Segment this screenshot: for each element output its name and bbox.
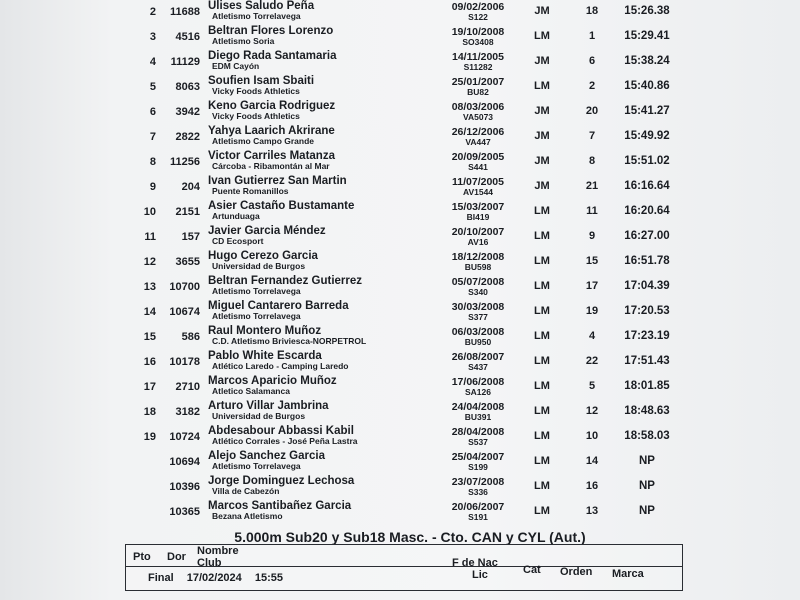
athlete-name: Marcos Santibañez Garcia — [208, 500, 352, 512]
birth-date: 08/03/2006 — [451, 101, 505, 113]
category-cell: JM — [534, 105, 550, 117]
dorsal-cell: 3655 — [175, 256, 200, 268]
table-row — [0, 221, 800, 246]
position-cell: 11 — [144, 231, 156, 243]
license-code: AV16 — [467, 237, 489, 247]
order-cell: 20 — [585, 105, 599, 117]
birth-date: 11/07/2005 — [452, 176, 504, 188]
final-info — [148, 572, 293, 584]
license-code: S199 — [468, 462, 488, 472]
athlete-name: Marcos Aparicio Muñoz — [208, 375, 337, 387]
club-name: Atletico Salamanca — [212, 386, 290, 396]
license-code: S437 — [468, 362, 488, 372]
license-code: S11282 — [463, 62, 493, 72]
table-row — [0, 96, 800, 121]
position-cell: 13 — [143, 281, 156, 293]
license-code: VA447 — [465, 137, 491, 147]
birth-date: 17/06/2008 — [451, 376, 505, 388]
order-cell: 1 — [588, 30, 596, 42]
table-row — [0, 496, 800, 521]
order-cell: 5 — [588, 380, 596, 392]
club-name: Atletismo Campo Grande — [212, 136, 315, 146]
order-cell: 14 — [585, 455, 599, 467]
athlete-name: Miguel Cantarero Barreda — [208, 300, 349, 312]
dorsal-cell: 586 — [181, 331, 200, 343]
final-label: Final — [148, 572, 174, 584]
order-cell: 22 — [585, 355, 599, 367]
position-cell: 12 — [143, 256, 156, 268]
table-row — [0, 21, 800, 46]
mark-cell: 16:20.64 — [624, 205, 670, 217]
birth-date: 24/04/2008 — [451, 401, 505, 413]
table-row — [0, 171, 800, 196]
dorsal-cell: 2151 — [175, 206, 200, 218]
category-cell: LM — [534, 255, 550, 267]
dorsal-cell: 10396 — [169, 481, 200, 493]
header-cat: Cat — [523, 564, 541, 576]
birth-date: 15/03/2007 — [451, 201, 505, 213]
license-code: SO3408 — [462, 37, 494, 47]
position-cell: 19 — [143, 431, 156, 443]
position-cell: 17 — [143, 381, 156, 393]
position-cell: 14 — [143, 306, 156, 318]
category-cell: LM — [534, 455, 550, 467]
category-cell: JM — [534, 180, 550, 192]
mark-cell: 15:51.02 — [624, 155, 670, 167]
athlete-name: Raul Montero Muñoz — [208, 325, 322, 337]
mark-cell: 15:38.24 — [624, 55, 670, 67]
license-code: BI419 — [466, 212, 490, 222]
birth-date: 25/04/2007 — [451, 451, 505, 463]
category-cell: JM — [534, 55, 550, 67]
birth-date: 14/11/2005 — [452, 51, 504, 63]
dorsal-cell: 10178 — [169, 356, 200, 368]
table-row — [0, 371, 800, 396]
club-name: CD Ecosport — [212, 236, 264, 246]
order-cell: 11 — [586, 205, 598, 217]
order-cell: 15 — [585, 255, 599, 267]
final-time: 15:55 — [254, 572, 283, 584]
position-cell: 9 — [149, 181, 156, 193]
table-row — [0, 446, 800, 471]
category-cell: LM — [534, 405, 550, 417]
category-cell: LM — [534, 80, 550, 92]
category-cell: LM — [534, 430, 550, 442]
birth-date: 20/06/2007 — [451, 501, 505, 513]
athlete-name: Ivan Gutierrez San Martin — [208, 175, 347, 187]
birth-date: 28/04/2008 — [451, 426, 505, 438]
club-name: Universidad de Burgos — [212, 411, 306, 421]
category-cell: LM — [534, 205, 550, 217]
dorsal-cell: 8063 — [175, 81, 200, 93]
club-name: Vicky Foods Athletics — [212, 111, 300, 121]
club-name: EDM Cayón — [212, 61, 260, 71]
club-name: Atletismo Torrelavega — [212, 311, 301, 321]
birth-date: 05/07/2008 — [451, 276, 505, 288]
license-code: AV1544 — [462, 187, 494, 197]
athlete-name: Javier Garcia Méndez — [208, 225, 326, 237]
position-cell: 6 — [149, 106, 156, 118]
license-code: S537 — [468, 437, 488, 447]
table-row — [0, 71, 800, 96]
position-cell: 18 — [143, 406, 156, 418]
license-code: S340 — [468, 287, 488, 297]
dorsal-cell: 10674 — [169, 306, 200, 318]
final-date: 17/02/2024 — [186, 572, 242, 584]
birth-date: 30/03/2008 — [451, 301, 505, 313]
table-row — [0, 346, 800, 371]
category-cell: JM — [534, 130, 550, 142]
club-name: Atletismo Soria — [212, 36, 275, 46]
birth-date: 26/08/2007 — [451, 351, 505, 363]
dorsal-cell: 2710 — [175, 381, 200, 393]
license-code: S336 — [468, 487, 488, 497]
mark-cell: 15:49.92 — [624, 130, 670, 142]
dorsal-cell: 204 — [181, 181, 200, 193]
club-name: Atletismo Torrelavega — [212, 286, 301, 296]
table-row — [0, 0, 800, 21]
table-row — [0, 396, 800, 421]
athlete-name: Diego Rada Santamaria — [208, 50, 337, 62]
mark-cell: 15:29.41 — [624, 30, 670, 42]
mark-cell: 17:51.43 — [624, 355, 670, 367]
birth-date: 19/10/2008 — [451, 26, 505, 38]
club-name: Vicky Foods Athletics — [212, 86, 300, 96]
dorsal-cell: 10694 — [169, 456, 200, 468]
club-name: Bezana Atletismo — [212, 511, 283, 521]
position-cell: 15 — [143, 331, 156, 343]
position-cell: 5 — [149, 81, 156, 93]
athlete-name: Ulises Saludo Peña — [208, 0, 315, 12]
category-cell: JM — [534, 155, 550, 167]
license-code: BU598 — [464, 262, 492, 272]
birth-date: 26/12/2006 — [451, 126, 505, 138]
category-cell: LM — [534, 280, 550, 292]
table-row — [0, 471, 800, 496]
license-code: VA5073 — [462, 112, 494, 122]
header-nombre: Nombre — [197, 545, 239, 557]
table-row — [0, 146, 800, 171]
order-cell: 17 — [585, 280, 599, 292]
table-row — [0, 421, 800, 446]
order-cell: 19 — [585, 305, 599, 317]
club-name: C.D. Atletismo Briviesca-NORPETROL — [212, 336, 367, 346]
category-cell: LM — [534, 330, 550, 342]
mark-cell: 17:23.19 — [624, 330, 670, 342]
birth-date: 20/09/2005 — [451, 151, 505, 163]
header-orden: Orden — [560, 566, 593, 578]
dorsal-cell: 3942 — [175, 106, 200, 118]
club-name: Atlético Corrales - José Peña Lastra — [212, 436, 358, 446]
mark-cell: 15:40.86 — [624, 80, 670, 92]
table-row — [0, 271, 800, 296]
athlete-name: Jorge Dominguez Lechosa — [208, 475, 355, 487]
dorsal-cell: 11129 — [170, 56, 200, 68]
club-name: Atlético Laredo - Camping Laredo — [212, 361, 349, 371]
birth-date: 09/02/2006 — [451, 1, 505, 13]
table-row — [0, 246, 800, 271]
mark-cell: 16:27.00 — [624, 230, 670, 242]
table-row — [0, 321, 800, 346]
mark-cell: 18:48.63 — [624, 405, 670, 417]
club-name: Atletismo Torrelavega — [212, 461, 301, 471]
header-fnac: F de Nac — [452, 557, 498, 569]
mark-cell: NP — [639, 455, 655, 467]
table-row — [0, 196, 800, 221]
order-cell: 13 — [585, 505, 599, 517]
dorsal-cell: 10724 — [169, 431, 200, 443]
athlete-name: Keno Garcia Rodriguez — [208, 100, 336, 112]
athlete-name: Asier Castaño Bustamante — [208, 200, 355, 212]
birth-date: 23/07/2008 — [451, 476, 505, 488]
header-lic: Lic — [472, 569, 488, 581]
section-title: 5.000m Sub20 y Sub18 Masc. - Cto. CAN y CYL (Aut.) — [234, 529, 586, 545]
mark-cell: 16:51.78 — [624, 255, 670, 267]
birth-date: 18/12/2008 — [451, 251, 505, 263]
category-cell: LM — [534, 380, 550, 392]
mark-cell: 17:20.53 — [624, 305, 670, 317]
club-name: Atletismo Torrelavega — [212, 11, 301, 21]
license-code: S441 — [468, 162, 488, 172]
order-cell: 7 — [588, 130, 596, 142]
position-cell: 16 — [143, 356, 156, 368]
dorsal-cell: 10365 — [169, 506, 200, 518]
table-row — [0, 296, 800, 321]
athlete-name: Alejo Sanchez Garcia — [208, 450, 325, 462]
license-code: BU391 — [464, 412, 492, 422]
table-row — [0, 46, 800, 71]
athlete-name: Soufien Isam Sbaiti — [208, 75, 315, 87]
category-cell: LM — [534, 30, 550, 42]
birth-date: 25/01/2007 — [451, 76, 505, 88]
header-club: Club — [197, 557, 222, 569]
license-code: BU82 — [467, 87, 489, 97]
category-cell: LM — [534, 230, 550, 242]
position-cell: 3 — [149, 31, 156, 43]
athlete-name: Yahya Laarich Akrirane — [208, 125, 335, 137]
category-cell: LM — [534, 355, 550, 367]
athlete-name: Beltran Flores Lorenzo — [208, 25, 334, 37]
order-cell: 12 — [585, 405, 599, 417]
athlete-name: Pablo White Escarda — [208, 350, 322, 362]
category-cell: JM — [534, 5, 550, 17]
athlete-name: Victor Carriles Matanza — [208, 150, 335, 162]
order-cell: 2 — [588, 80, 596, 92]
dorsal-cell: 4516 — [175, 31, 200, 43]
position-cell: 4 — [149, 56, 156, 68]
birth-date: 20/10/2007 — [451, 226, 505, 238]
club-name: Cárcoba - Ribamontán al Mar — [212, 161, 330, 171]
mark-cell: NP — [639, 505, 655, 517]
mark-cell: 16:16.64 — [624, 180, 670, 192]
athlete-name: Abdesabour Abbassi Kabil — [208, 425, 354, 437]
order-cell: 4 — [588, 330, 596, 342]
athlete-name: Beltran Fernandez Gutierrez — [208, 275, 363, 287]
header-marca: Marca — [612, 568, 644, 580]
mark-cell: 17:04.39 — [624, 280, 670, 292]
order-cell: 21 — [585, 180, 599, 192]
athlete-name: Arturo Villar Jambrina — [208, 400, 329, 412]
table-row — [0, 121, 800, 146]
mark-cell: 18:58.03 — [624, 430, 670, 442]
position-cell: 7 — [149, 131, 156, 143]
mark-cell: 15:41.27 — [624, 105, 670, 117]
license-code: S191 — [468, 512, 488, 522]
order-cell: 16 — [585, 480, 599, 492]
dorsal-cell: 10700 — [169, 281, 200, 293]
birth-date: 06/03/2008 — [451, 326, 505, 338]
position-cell: 10 — [143, 206, 156, 218]
club-name: Puente Romanillos — [212, 186, 289, 196]
dorsal-cell: 11688 — [170, 6, 200, 18]
order-cell: 6 — [588, 55, 596, 67]
order-cell: 10 — [585, 430, 599, 442]
club-name: Villa de Cabezón — [212, 486, 280, 496]
license-code: SA126 — [465, 387, 491, 397]
header-pto: Pto — [133, 551, 151, 563]
header-dor: Dor — [167, 551, 186, 563]
dorsal-cell: 3182 — [175, 406, 200, 418]
dorsal-cell: 11256 — [170, 156, 200, 168]
athlete-name: Hugo Cerezo Garcia — [208, 250, 318, 262]
position-cell: 2 — [149, 6, 156, 18]
mark-cell: 18:01.85 — [624, 380, 670, 392]
position-cell: 8 — [149, 156, 156, 168]
order-cell: 18 — [585, 5, 599, 17]
order-cell: 8 — [588, 155, 596, 167]
mark-cell: 15:26.38 — [624, 5, 670, 17]
license-code: S122 — [468, 12, 488, 22]
dorsal-cell: 2822 — [175, 131, 200, 143]
license-code: S377 — [468, 312, 488, 322]
dorsal-cell: 157 — [181, 231, 200, 243]
license-code: BU950 — [464, 337, 492, 347]
club-name: Universidad de Burgos — [212, 261, 306, 271]
club-name: Artunduaga — [212, 211, 260, 221]
order-cell: 9 — [588, 230, 596, 242]
category-cell: LM — [534, 480, 550, 492]
category-cell: LM — [534, 305, 550, 317]
mark-cell: NP — [639, 480, 655, 492]
category-cell: LM — [534, 505, 550, 517]
